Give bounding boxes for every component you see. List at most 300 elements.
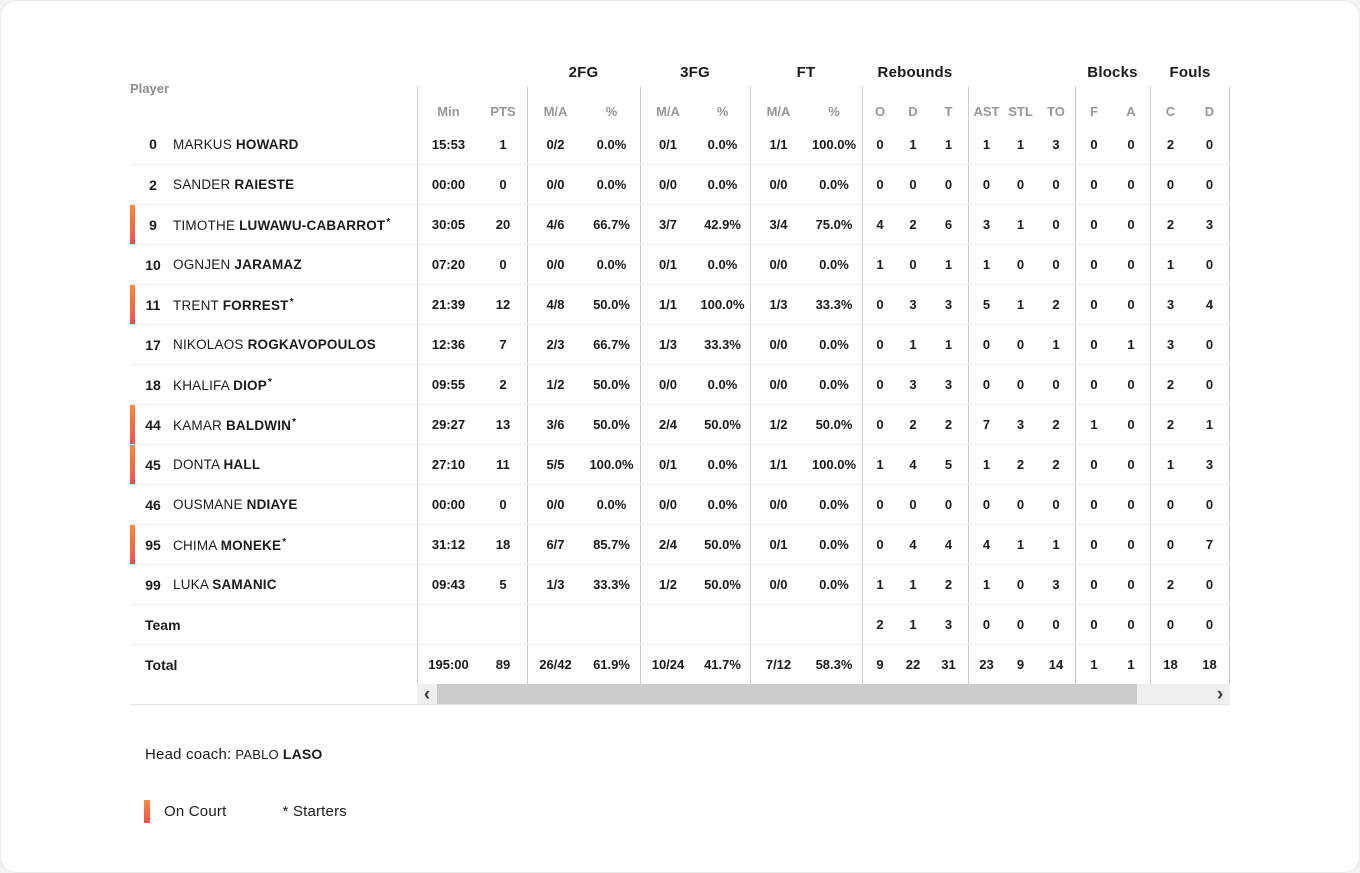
stat-foul-d: 7: [1190, 525, 1230, 564]
stat-block-a: 0: [1127, 537, 1135, 552]
stat-ft-pct: 0.0%: [819, 577, 849, 592]
stat-foul-d: 0: [1190, 124, 1230, 164]
stat-3fg-ma: 2/4: [640, 525, 695, 564]
stat-foul-d: 3: [1190, 205, 1230, 244]
stat-3fg-pct: 41.7%: [704, 657, 741, 672]
stat-2fg-pct: 100.0%: [589, 457, 634, 472]
stat-reb-t: 1: [944, 257, 953, 272]
stat-2fg-pct: 50.0%: [593, 297, 630, 312]
stat-reb-o: 9: [862, 645, 897, 684]
stat-min: 30:05: [417, 205, 479, 244]
stat-block-f: 0: [1075, 285, 1112, 324]
stat-2fg-pct: 85.7%: [593, 537, 630, 552]
stat-to: 1: [1052, 537, 1060, 552]
stat-reb-o: 0: [862, 365, 897, 404]
stat-foul-d: 4: [1190, 285, 1230, 324]
jersey-number: 17: [145, 336, 161, 353]
stat-reb-o: 0: [862, 405, 897, 444]
scroll-right-button[interactable]: ›: [1210, 684, 1230, 704]
player-name: [173, 257, 302, 272]
stat-header-reb-o: O: [862, 86, 897, 124]
player-cell: [130, 285, 417, 324]
boxscore-table: [130, 58, 1230, 705]
player-row: [130, 444, 1230, 484]
stat-to: 0: [1052, 377, 1060, 392]
stat-reb-t: 1: [944, 136, 953, 152]
legend-starters-label: * Starters: [282, 802, 347, 820]
stat-reb-o: 4: [862, 205, 897, 244]
stat-reb-o: 2: [862, 605, 897, 644]
player-row: [130, 524, 1230, 564]
stat-foul-c: 2: [1150, 124, 1190, 164]
stat-header-reb-d: D: [908, 104, 918, 119]
stat-reb-t: 0: [944, 497, 953, 512]
stat-3fg-pct: 0.0%: [707, 177, 738, 192]
total-row-label: Total: [145, 656, 178, 673]
stat-reb-d: 1: [909, 337, 917, 352]
stat-to: 0: [1052, 217, 1060, 232]
stat-3fg-pct: 0.0%: [707, 377, 738, 392]
stat-foul-c: 2: [1150, 565, 1190, 604]
stat-block-a: 0: [1127, 257, 1135, 272]
stat-reb-d: 0: [909, 257, 917, 272]
stat-header-foul-c: C: [1150, 86, 1190, 124]
stat-reb-t: 3: [944, 297, 953, 312]
scroll-left-button[interactable]: ‹: [417, 684, 437, 704]
stat-block-a: 0: [1127, 617, 1135, 632]
stat-min: 21:39: [417, 285, 479, 324]
player-cell: [130, 485, 417, 524]
player-last-name: BALDWIN: [225, 417, 292, 433]
stat-3fg-pct: 50.0%: [704, 417, 741, 432]
stat-foul-c: 1: [1150, 445, 1190, 484]
stat-min: [417, 605, 479, 644]
player-name: [173, 577, 277, 592]
stat-reb-t: 2: [944, 577, 953, 592]
stat-ft-ma: 0/0: [750, 565, 806, 604]
stat-min: 12:36: [417, 325, 479, 364]
player-last-name: RAIESTE: [234, 177, 295, 192]
stat-3fg-pct: 0.0%: [707, 257, 738, 272]
player-row: [130, 324, 1230, 364]
stat-foul-c: 0: [1150, 605, 1190, 644]
player-cell: [130, 565, 417, 604]
scrollbar-thumb[interactable]: [437, 684, 1137, 704]
stat-reb-d: 2: [909, 417, 917, 432]
stat-2fg-ma: 0/2: [527, 124, 583, 164]
stat-ast: 0: [968, 325, 1004, 364]
jersey-number: 10: [145, 256, 161, 273]
player-row: [130, 284, 1230, 324]
stat-pts: 89: [495, 657, 511, 672]
jersey-number: 45: [145, 456, 161, 473]
stat-reb-o: 0: [862, 124, 897, 164]
stat-ft-ma: 0/0: [750, 325, 806, 364]
stat-ast: 0: [968, 485, 1004, 524]
stat-block-a: 0: [1127, 217, 1135, 232]
stat-to: 3: [1052, 136, 1060, 152]
group-header-fouls: Fouls: [1169, 63, 1211, 81]
stat-reb-t: 3: [944, 617, 953, 632]
stat-reb-t: 1: [944, 337, 953, 352]
stat-block-f: 0: [1075, 525, 1112, 564]
stat-ft-pct: 75.0%: [815, 217, 853, 232]
starter-asterisk: *: [292, 416, 297, 428]
jersey-number: 2: [149, 176, 157, 193]
stat-pts: 18: [495, 537, 511, 552]
stat-to: 3: [1052, 577, 1060, 592]
stat-ft-ma: 0/0: [750, 485, 806, 524]
stat-ast: 1: [968, 245, 1004, 284]
stat-foul-d: 18: [1190, 645, 1230, 684]
stat-ast: 3: [968, 205, 1004, 244]
stat-pts: 1: [499, 136, 507, 152]
stat-foul-d: 0: [1190, 245, 1230, 284]
stat-block-a: 0: [1127, 497, 1135, 512]
stat-ast: 23: [968, 645, 1004, 684]
player-first-name: KHALIFA: [173, 377, 230, 393]
stat-3fg-pct: 50.0%: [704, 577, 741, 592]
team-row: [130, 604, 1230, 644]
stat-stl: 0: [1016, 377, 1025, 392]
stat-header-2fg-ma: M/A: [527, 86, 583, 124]
stat-3fg-ma: 0/0: [640, 365, 695, 404]
stat-3fg-ma: 1/3: [640, 325, 695, 364]
stat-3fg-pct: 0.0%: [707, 457, 738, 472]
stat-reb-d: 0: [909, 497, 917, 512]
starter-asterisk: *: [282, 536, 287, 548]
stat-foul-d: 0: [1190, 485, 1230, 524]
stat-min: 09:43: [417, 565, 479, 604]
stat-block-f: 0: [1075, 245, 1112, 284]
stat-min: 195:00: [417, 645, 479, 684]
stat-block-f: 0: [1075, 605, 1112, 644]
stat-header-foul-d: D: [1190, 86, 1230, 124]
stat-block-f: 0: [1075, 165, 1112, 204]
on-court-legend-bar: [144, 800, 150, 823]
on-court-indicator: [130, 285, 135, 324]
stat-3fg-ma: 0/1: [640, 124, 695, 164]
player-first-name: LUKA: [173, 577, 209, 592]
stat-foul-d: 3: [1190, 445, 1230, 484]
stat-reb-d: 22: [905, 657, 921, 672]
stat-header-stl: STL: [1008, 104, 1033, 119]
player-last-name: MONEKE: [220, 537, 282, 553]
table-bottom-border: [130, 704, 1230, 705]
stat-2fg-pct: 50.0%: [593, 377, 630, 392]
stat-header-3fg-ma: M/A: [640, 86, 695, 124]
head-coach-label: Head coach:: [145, 746, 232, 763]
scrollbar-track[interactable]: [437, 684, 1210, 704]
stat-header-ft-pct: %: [828, 104, 840, 119]
on-court-indicator: [130, 445, 135, 484]
stat-min: 00:00: [417, 165, 479, 204]
stat-block-a: 0: [1127, 577, 1135, 592]
stat-stl: 0: [1016, 577, 1025, 592]
player-first-name: OUSMANE: [173, 497, 243, 512]
legend: [144, 799, 347, 823]
player-cell: [130, 124, 417, 164]
stat-min: 00:00: [417, 485, 479, 524]
total-row: [130, 644, 1230, 684]
stat-ft-ma: 7/12: [750, 645, 806, 684]
coach-last-name: LASO: [282, 746, 323, 762]
player-cell: [130, 445, 417, 484]
stat-2fg-pct: 0.0%: [596, 257, 627, 272]
stat-pts: 0: [499, 257, 507, 272]
player-first-name: MARKUS: [173, 136, 232, 152]
stat-reb-t: 4: [944, 537, 953, 552]
stat-block-a: 0: [1127, 136, 1135, 152]
stat-2fg-ma: [527, 605, 583, 644]
stat-ft-pct: 0.0%: [819, 377, 849, 392]
stat-min: 29:27: [417, 405, 479, 444]
stat-reb-t: 5: [944, 457, 953, 472]
stat-header-ft-ma: M/A: [750, 86, 806, 124]
stat-pts: 13: [495, 417, 511, 432]
stat-foul-d: 0: [1190, 325, 1230, 364]
player-cell: [130, 165, 417, 204]
stat-header-to: TO: [1047, 104, 1065, 119]
stat-reb-t: 6: [944, 217, 953, 232]
stat-reb-o: 0: [862, 285, 897, 324]
player-cell: [130, 205, 417, 244]
stat-foul-c: 0: [1150, 485, 1190, 524]
player-first-name: TIMOTHE: [173, 217, 236, 233]
stat-2fg-pct: 0.0%: [596, 177, 627, 192]
team-row-label: Team: [145, 616, 181, 633]
player-first-name: SANDER: [173, 177, 231, 192]
stat-2fg-ma: 1/3: [527, 565, 583, 604]
player-cell: [130, 365, 417, 404]
stat-stl: 3: [1016, 417, 1025, 432]
stat-ft-pct: 100.0%: [811, 136, 857, 152]
stat-to: 2: [1052, 457, 1060, 472]
stat-ast: 7: [968, 405, 1004, 444]
player-first-name: CHIMA: [173, 537, 217, 553]
starter-asterisk: *: [289, 296, 294, 308]
stat-stl: 1: [1016, 297, 1025, 312]
stat-3fg-pct: 33.3%: [704, 337, 741, 352]
player-last-name: LUWAWU-CABARROT: [239, 217, 386, 233]
stat-ft-pct: 0.0%: [819, 177, 849, 192]
stat-block-f: 0: [1075, 565, 1112, 604]
stat-3fg-ma: 3/7: [640, 205, 695, 244]
stat-ast: 0: [968, 605, 1004, 644]
stat-ft-pct: 0.0%: [819, 337, 849, 352]
stat-foul-c: 18: [1150, 645, 1190, 684]
stat-stl: 2: [1016, 457, 1025, 472]
horizontal-scrollbar[interactable]: [417, 684, 1230, 704]
stat-ast: 1: [968, 445, 1004, 484]
stat-pts: 7: [499, 337, 507, 352]
stat-ft-ma: 1/1: [750, 445, 806, 484]
stat-header-min: Min: [417, 86, 479, 124]
stat-stl: 1: [1016, 217, 1025, 232]
stat-reb-d: 2: [909, 217, 917, 232]
stat-block-f: 1: [1075, 645, 1112, 684]
stat-2fg-pct: [583, 605, 640, 644]
player-cell: [130, 245, 417, 284]
stat-2fg-pct: 33.3%: [593, 577, 630, 592]
coach-first-name: PABLO: [235, 747, 279, 762]
stat-2fg-ma: 1/2: [527, 365, 583, 404]
stat-min: 27:10: [417, 445, 479, 484]
stat-foul-d: 1: [1190, 405, 1230, 444]
stat-stl: 0: [1016, 497, 1025, 512]
stat-reb-d: 0: [909, 177, 917, 192]
stat-3fg-pct: 0.0%: [707, 497, 738, 512]
stat-ft-ma: 1/2: [750, 405, 806, 444]
stat-block-f: 0: [1075, 485, 1112, 524]
stat-2fg-ma: 26/42: [527, 645, 583, 684]
stat-pts: 20: [495, 217, 511, 232]
player-first-name: TRENT: [173, 297, 219, 313]
stat-stl: 0: [1016, 257, 1025, 272]
player-last-name: HOWARD: [235, 136, 299, 152]
stat-ast: 1: [968, 124, 1004, 164]
stat-block-a: 1: [1127, 337, 1135, 352]
table-body: [130, 124, 1230, 684]
stat-min: 15:53: [417, 124, 479, 164]
stat-to: 0: [1052, 257, 1060, 272]
stat-ast: 5: [968, 285, 1004, 324]
stat-reb-d: 3: [909, 297, 917, 312]
stat-pts: [479, 605, 527, 644]
group-header-2fg: 2FG: [568, 63, 599, 81]
player-name: [173, 377, 272, 393]
stat-min: 07:20: [417, 245, 479, 284]
stat-to: 14: [1048, 657, 1064, 672]
stat-header-reb-t: T: [944, 104, 953, 119]
stat-ft-ma: 0/1: [750, 525, 806, 564]
stat-pts: 0: [499, 497, 507, 512]
stat-ft-ma: 3/4: [750, 205, 806, 244]
stat-pts: 5: [499, 577, 507, 592]
stat-3fg-ma: 2/4: [640, 405, 695, 444]
stat-reb-o: 0: [862, 325, 897, 364]
player-first-name: OGNJEN: [173, 257, 231, 272]
group-header-ft: FT: [796, 63, 816, 81]
player-row: [130, 124, 1230, 164]
player-last-name: NDIAYE: [246, 497, 298, 512]
stat-foul-c: 0: [1150, 525, 1190, 564]
stat-reb-d: 1: [909, 577, 917, 592]
player-name: [173, 177, 294, 192]
stat-ft-ma: [750, 605, 806, 644]
player-last-name: DIOP: [233, 377, 267, 393]
stat-reb-o: 0: [862, 165, 897, 204]
stat-3fg-pct: 100.0%: [700, 297, 745, 312]
stat-foul-c: 0: [1150, 165, 1190, 204]
stat-reb-d: 4: [909, 537, 917, 552]
stat-stl: 1: [1016, 537, 1025, 552]
stat-ft-ma: 0/0: [750, 165, 806, 204]
stat-block-f: 1: [1075, 405, 1112, 444]
stat-foul-d: 0: [1190, 365, 1230, 404]
stat-ft-ma: 1/1: [750, 124, 806, 164]
stat-min: 31:12: [417, 525, 479, 564]
stat-min: 09:55: [417, 365, 479, 404]
player-row: [130, 164, 1230, 204]
stat-reb-t: 2: [944, 417, 953, 432]
stat-2fg-pct: 50.0%: [593, 417, 630, 432]
stat-header-block-a: A: [1126, 104, 1136, 119]
player-last-name: JARAMAZ: [234, 257, 302, 272]
stat-2fg-pct: 66.7%: [593, 337, 630, 352]
stat-reb-o: 1: [862, 445, 897, 484]
on-court-indicator: [130, 205, 135, 244]
stat-foul-c: 2: [1150, 205, 1190, 244]
stat-3fg-pct: 0.0%: [707, 136, 738, 152]
player-cell: [130, 405, 417, 444]
player-last-name: SAMANIC: [212, 577, 277, 592]
player-last-name: HALL: [223, 457, 261, 472]
stat-foul-c: 3: [1150, 285, 1190, 324]
stat-3fg-ma: 0/0: [640, 165, 695, 204]
stat-2fg-ma: 0/0: [527, 165, 583, 204]
stat-2fg-ma: 0/0: [527, 485, 583, 524]
stat-ft-pct: 100.0%: [811, 457, 857, 472]
stat-header-pts: PTS: [490, 104, 516, 119]
stat-reb-d: 3: [909, 377, 917, 392]
player-name: [173, 497, 298, 512]
stat-stl: 0: [1016, 617, 1025, 632]
stat-2fg-ma: 4/6: [527, 205, 583, 244]
stat-to: 0: [1052, 177, 1060, 192]
stat-stl: 1: [1016, 136, 1025, 152]
stat-3fg-pct: [695, 605, 750, 644]
player-cell: [130, 325, 417, 364]
stat-ast: 1: [968, 565, 1004, 604]
stat-foul-c: 3: [1150, 325, 1190, 364]
starter-asterisk: *: [267, 376, 273, 388]
jersey-number: 0: [149, 136, 157, 152]
stat-block-a: 0: [1127, 377, 1135, 392]
stat-ast: 4: [968, 525, 1004, 564]
stat-ft-pct: 0.0%: [819, 497, 849, 512]
stat-reb-o: 0: [862, 485, 897, 524]
stat-ft-pct: 50.0%: [815, 417, 853, 432]
player-row: [130, 484, 1230, 524]
group-header-3fg: 3FG: [680, 63, 710, 81]
on-court-indicator: [130, 525, 135, 564]
stat-reb-d: 1: [909, 617, 917, 632]
stat-pts: 11: [496, 457, 510, 472]
stat-ft-pct: 33.3%: [815, 297, 853, 312]
starter-asterisk: *: [386, 216, 391, 228]
stat-3fg-pct: 42.9%: [704, 217, 741, 232]
stat-foul-c: 2: [1150, 405, 1190, 444]
stat-3fg-pct: 50.0%: [704, 537, 741, 552]
player-name: [173, 337, 376, 352]
stat-2fg-pct: 61.9%: [593, 657, 630, 672]
stat-reb-d: 4: [909, 457, 917, 472]
stat-reb-o: 0: [862, 525, 897, 564]
player-name: [173, 537, 286, 553]
player-name: [173, 217, 390, 233]
stat-foul-d: 0: [1190, 565, 1230, 604]
stat-ft-pct: 0.0%: [819, 257, 849, 272]
jersey-number: 9: [149, 216, 157, 233]
stat-reb-t: 0: [944, 177, 953, 192]
stat-stl: 0: [1016, 177, 1025, 192]
jersey-number: 46: [145, 496, 161, 513]
stat-header-3fg-pct: %: [716, 104, 729, 119]
player-cell: [130, 525, 417, 564]
stat-block-f: 0: [1075, 325, 1112, 364]
stat-3fg-ma: 1/2: [640, 565, 695, 604]
